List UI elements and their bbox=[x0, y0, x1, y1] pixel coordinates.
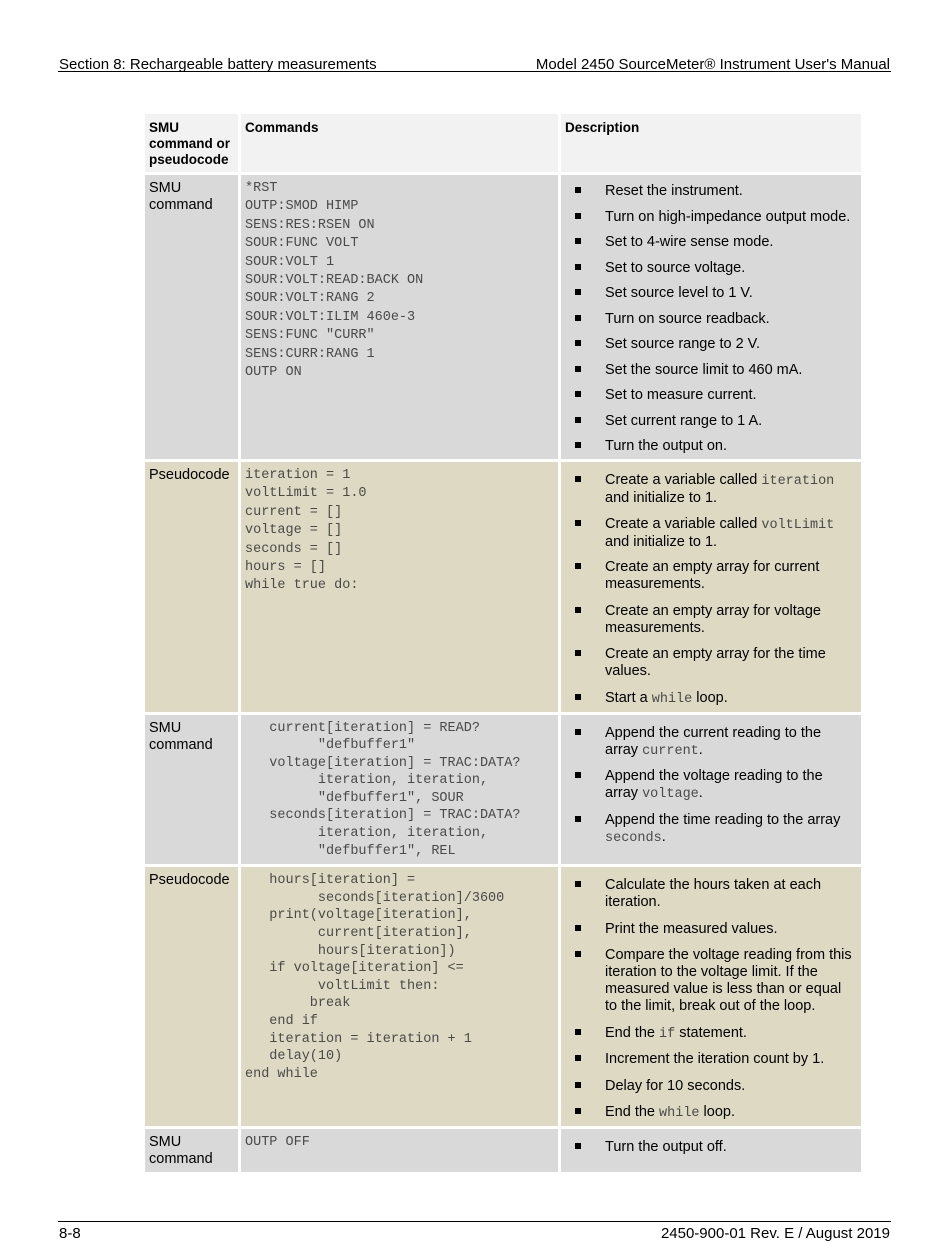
bullet-icon bbox=[575, 816, 581, 822]
description-item: End the while loop. bbox=[565, 1104, 857, 1122]
description-item: Set to 4-wire sense mode. bbox=[565, 234, 857, 251]
description-item: Set the source limit to 460 mA. bbox=[565, 362, 857, 379]
bullet-icon bbox=[575, 1143, 581, 1149]
bullet-icon bbox=[575, 694, 581, 700]
table-row bbox=[145, 867, 861, 1126]
bullet-icon bbox=[575, 607, 581, 613]
bullet-icon bbox=[575, 315, 581, 321]
bullet-icon bbox=[575, 366, 581, 372]
code-cell bbox=[241, 1129, 558, 1172]
page-header-section: Section 8: Rechargeable battery measurements bbox=[59, 56, 377, 73]
description-item: Set to measure current. bbox=[565, 387, 857, 404]
code-block: OUTP OFF bbox=[245, 1135, 310, 1151]
description-item: Set to source voltage. bbox=[565, 260, 857, 277]
description-item: Create a variable called iteration and initialize to 1. bbox=[565, 472, 857, 507]
table-header-row bbox=[145, 114, 861, 172]
description-item: Compare the voltage reading from this iteration to the voltage limit. If the measured value is less than or equal to the limit, break out of the loop. bbox=[565, 947, 857, 1016]
bullet-icon bbox=[575, 772, 581, 778]
bullet-icon bbox=[575, 881, 581, 887]
description-item: Reset the instrument. bbox=[565, 183, 857, 200]
bullet-icon bbox=[575, 925, 581, 931]
bullet-icon bbox=[575, 264, 581, 270]
description-item: Turn on high-impedance output mode. bbox=[565, 209, 857, 226]
description-item: Start a while loop. bbox=[565, 690, 857, 708]
description-item: Append the current reading to the array current. bbox=[565, 725, 857, 760]
table-row bbox=[145, 715, 861, 865]
table-row bbox=[145, 1129, 861, 1172]
command-table bbox=[142, 111, 864, 1175]
bullet-icon bbox=[575, 340, 581, 346]
description-item: Turn the output off. bbox=[565, 1139, 857, 1156]
description-item: Append the time reading to the array seconds. bbox=[565, 812, 857, 847]
description-item: Turn the output on. bbox=[565, 438, 857, 455]
code-cell bbox=[241, 175, 558, 459]
bullet-icon bbox=[575, 442, 581, 448]
description-item: Set source level to 1 V. bbox=[565, 285, 857, 302]
column-header-description: Description bbox=[561, 114, 861, 172]
bullet-icon bbox=[575, 391, 581, 397]
row-type-cell: SMU command bbox=[145, 175, 238, 459]
code-block: *RST OUTP:SMOD HIMP SENS:RES:RSEN ON SOUR:FUNC VOLT SOUR:VOLT 1 SOUR:VOLT:READ:BACK ON SOUR:VOLT:RANG 2 SOUR:VOLT:ILIM 460e-3 SENS:FUNC "CURR" SENS:CURR:RANG 1 OUTP ON bbox=[245, 181, 424, 381]
column-header-type: SMU command or pseudocode bbox=[145, 114, 238, 172]
description-item: Turn on source readback. bbox=[565, 311, 857, 328]
description-item: Increment the iteration count by 1. bbox=[565, 1051, 857, 1069]
bullet-icon bbox=[575, 213, 581, 219]
description-cell bbox=[561, 1129, 861, 1172]
bullet-icon bbox=[575, 729, 581, 735]
row-type-cell: Pseudocode bbox=[145, 867, 238, 1126]
page-header-manual-title: Model 2450 SourceMeter® Instrument User's Manual bbox=[535, 56, 890, 73]
description-item: Create a variable called voltLimit and initialize to 1. bbox=[565, 516, 857, 551]
column-header-commands: Commands bbox=[241, 114, 558, 172]
bullet-icon bbox=[575, 520, 581, 526]
description-cell bbox=[561, 867, 861, 1126]
table-row bbox=[145, 462, 861, 712]
code-cell bbox=[241, 462, 558, 712]
bullet-icon bbox=[575, 417, 581, 423]
bullet-icon bbox=[575, 238, 581, 244]
description-item: Create an empty array for the time values. bbox=[565, 646, 857, 681]
bullet-icon bbox=[575, 187, 581, 193]
bullet-icon bbox=[575, 1029, 581, 1035]
description-cell bbox=[561, 462, 861, 712]
bullet-icon bbox=[575, 563, 581, 569]
code-block: iteration = 1 voltLimit = 1.0 current = [] voltage = [] seconds = [] hours = [] while true do: bbox=[245, 468, 367, 594]
code-block: current[iteration] = READ? "defbuffer1" voltage[iteration] = TRAC:DATA? iteration, iteration, "defbuffer1", SOUR seconds[iteration] = TRAC:DATA? iteration, iteration, "defbuffer1", REL bbox=[269, 720, 521, 859]
bullet-icon bbox=[575, 1082, 581, 1088]
bullet-icon bbox=[575, 476, 581, 482]
footer-rule bbox=[58, 1221, 891, 1222]
description-item: Append the voltage reading to the array voltage. bbox=[565, 768, 857, 803]
bullet-icon bbox=[575, 1108, 581, 1114]
description-item: Print the measured values. bbox=[565, 921, 857, 939]
row-type-cell: Pseudocode bbox=[145, 462, 238, 712]
page-number: 8-8 bbox=[59, 1225, 81, 1242]
bullet-icon bbox=[575, 1055, 581, 1061]
row-type-cell: SMU command bbox=[145, 715, 238, 865]
description-item: Calculate the hours taken at each iteration. bbox=[565, 877, 857, 912]
code-block: hours[iteration] = seconds[iteration]/3600 print(voltage[iteration], current[iteration], hours[iteration]) if voltage[iteration] <= voltLimit then: break end if iteration = iteration + 1 delay(10) end while bbox=[245, 873, 505, 1082]
bullet-icon bbox=[575, 289, 581, 295]
header-rule bbox=[58, 71, 891, 72]
description-item: Set source range to 2 V. bbox=[565, 336, 857, 353]
row-type-cell: SMU command bbox=[145, 1129, 238, 1172]
table-row bbox=[145, 175, 861, 459]
bullet-icon bbox=[575, 650, 581, 656]
description-cell bbox=[561, 715, 861, 865]
code-cell bbox=[241, 867, 558, 1126]
description-item: Create an empty array for voltage measurements. bbox=[565, 603, 857, 638]
code-cell bbox=[241, 715, 558, 865]
bullet-icon bbox=[575, 951, 581, 957]
description-item: End the if statement. bbox=[565, 1025, 857, 1043]
description-item: Delay for 10 seconds. bbox=[565, 1078, 857, 1096]
description-item: Set current range to 1 A. bbox=[565, 413, 857, 430]
description-cell bbox=[561, 175, 861, 459]
document-revision: 2450-900-01 Rev. E / August 2019 bbox=[660, 1225, 890, 1242]
description-item: Create an empty array for current measurements. bbox=[565, 559, 857, 594]
